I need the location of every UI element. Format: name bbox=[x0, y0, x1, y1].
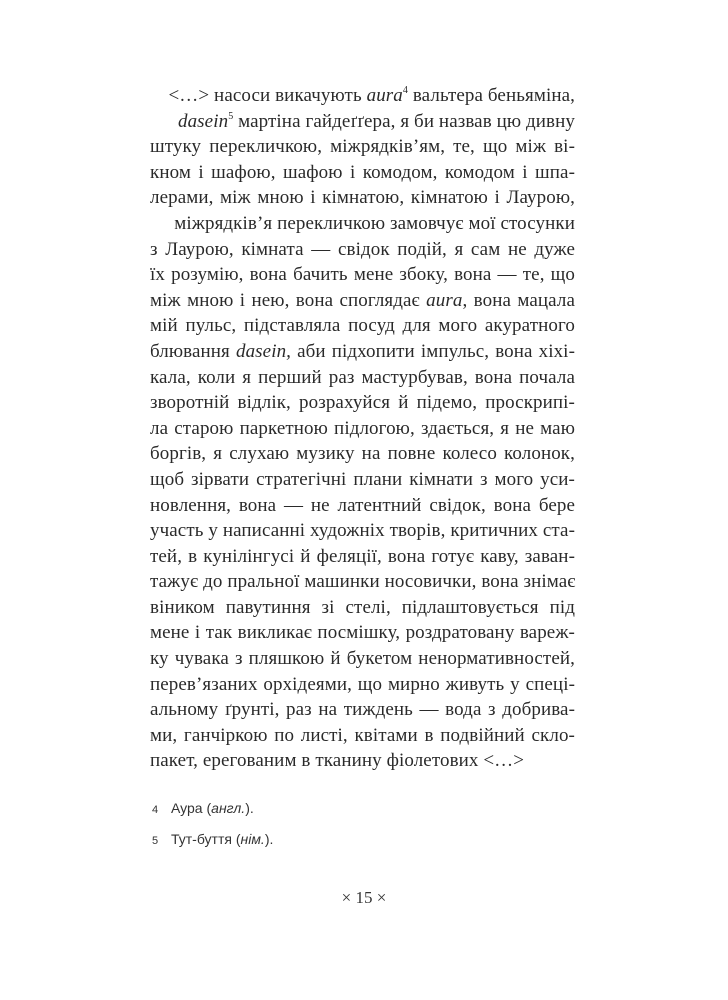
poem-line bbox=[150, 441, 575, 467]
text-segment: ). bbox=[245, 800, 254, 816]
footnote-marker: 5 bbox=[228, 110, 234, 122]
text-segment: тей, в кунілінгусі й феляції, вона готує каву, заван- bbox=[150, 545, 575, 567]
text-segment: перев’язаних орхідеями, що мирно живуть у спеці- bbox=[150, 673, 575, 695]
text-segment: <…> насоси викачують bbox=[168, 85, 367, 106]
text-segment: ла старою паркетною підлогою, здається, я не маю bbox=[150, 417, 575, 439]
poem-line bbox=[150, 134, 575, 160]
text-segment: блювання bbox=[150, 340, 236, 362]
poem-line bbox=[150, 185, 575, 211]
poem-line bbox=[150, 416, 575, 442]
text-segment: боргів, я слухаю музику на повне колесо колонок, bbox=[150, 443, 575, 465]
footnote-number: 4 bbox=[152, 804, 159, 816]
text-segment: мартіна гайдеґґера, я би назвав цю дивну bbox=[233, 110, 575, 132]
poem-line bbox=[150, 467, 575, 493]
italic-text: dasein bbox=[177, 110, 229, 132]
text-segment: участь у написанні художніх творів, критичних ста- bbox=[150, 520, 575, 542]
italic-text: dasein, bbox=[235, 340, 292, 362]
text-segment: , вона мацала bbox=[462, 289, 575, 311]
poem-line bbox=[150, 672, 575, 698]
poem-line bbox=[150, 365, 575, 391]
italic-text: aura bbox=[366, 85, 403, 106]
text-segment: альному ґрунті, раз на тиждень — вода з добрива- bbox=[150, 699, 575, 721]
poem-line bbox=[150, 288, 575, 314]
poem-line bbox=[150, 339, 575, 365]
text-segment: кала, коли я перший раз мастурбував, вона почала bbox=[150, 366, 575, 388]
poem-line bbox=[150, 748, 575, 774]
footnote bbox=[152, 798, 273, 829]
poem-line bbox=[150, 237, 575, 263]
poem-line bbox=[150, 160, 575, 186]
footnote bbox=[152, 829, 273, 860]
poem-line bbox=[150, 697, 575, 723]
text-segment: новлення, вона — не латентний свідок, вона бере bbox=[150, 494, 575, 516]
text-segment: тажує до пральної машинки носовички, вона знімає bbox=[150, 571, 576, 593]
poem-line bbox=[150, 211, 575, 237]
text-segment: Аура ( bbox=[171, 800, 212, 816]
text-segment: міжрядків’я перекличкою замовчує мої стосунки bbox=[174, 212, 575, 234]
text-segment: щоб зірвати стратегічні плани кімнати з мого уси- bbox=[150, 468, 575, 490]
italic-text: англ. bbox=[211, 800, 246, 816]
italic-text: нім. bbox=[240, 831, 265, 847]
text-segment: мене і так викликає посмішку, роздратовану вареж- bbox=[150, 622, 575, 644]
poem-line bbox=[150, 262, 575, 288]
poem-line bbox=[150, 313, 575, 339]
text-segment: кном і шафою, шафою і комодом, комодом і шпа- bbox=[150, 161, 575, 183]
poem-line bbox=[150, 83, 575, 109]
text-segment: ми, ганчіркою по листі, квітами в подвійний скло- bbox=[150, 724, 575, 746]
poem-line bbox=[150, 646, 575, 672]
text-segment: пакет, ерегованим в тканину фіолетових <…> bbox=[150, 750, 525, 772]
text-segment: віником павутиння зі стелі, підлаштовується під bbox=[150, 596, 575, 618]
text-segment: ку чувака з пляшкою й букетом ненормативностей, bbox=[150, 648, 575, 670]
poem-line bbox=[150, 723, 575, 749]
poem-line bbox=[150, 595, 575, 621]
text-segment: ). bbox=[264, 831, 274, 847]
footnote-number: 5 bbox=[152, 835, 159, 847]
poem-line bbox=[150, 390, 575, 416]
poem-line bbox=[150, 518, 575, 544]
poem-line bbox=[150, 544, 575, 570]
poem-line bbox=[150, 493, 575, 519]
text-segment: Тут-буття ( bbox=[171, 831, 241, 847]
text-segment: штуку перекличкою, міжрядків’ям, те, що між ві- bbox=[150, 136, 575, 158]
text-segment: аби підхопити імпульс, вона хіхі- bbox=[291, 340, 575, 362]
text-segment: з Лаурою, кімната — свідок подій, я сам не дуже bbox=[150, 238, 575, 260]
poem-line bbox=[150, 620, 575, 646]
footnote-marker: 4 bbox=[402, 85, 408, 96]
text-segment: вальтера беньяміна, bbox=[408, 85, 575, 106]
text-segment: їх розумію, вона бачить мене збоку, вона — те, що bbox=[150, 264, 575, 286]
text-segment: лерами, між мною і кімнатою, кімнатою і Лаурою, bbox=[150, 187, 575, 209]
text-segment: мій пульс, підставляла посуд для мого акуратного bbox=[150, 315, 575, 337]
poem-line bbox=[150, 569, 575, 595]
page-number: × 15 × bbox=[341, 888, 387, 907]
text-segment: між мною і нею, вона споглядає bbox=[150, 289, 427, 311]
poem-line bbox=[150, 109, 575, 135]
poem-body bbox=[150, 83, 575, 774]
italic-text: aura bbox=[426, 289, 463, 311]
text-segment: зворотній відлік, розрахуйся й підемо, проскрипі- bbox=[150, 392, 575, 414]
footnotes bbox=[152, 798, 273, 860]
